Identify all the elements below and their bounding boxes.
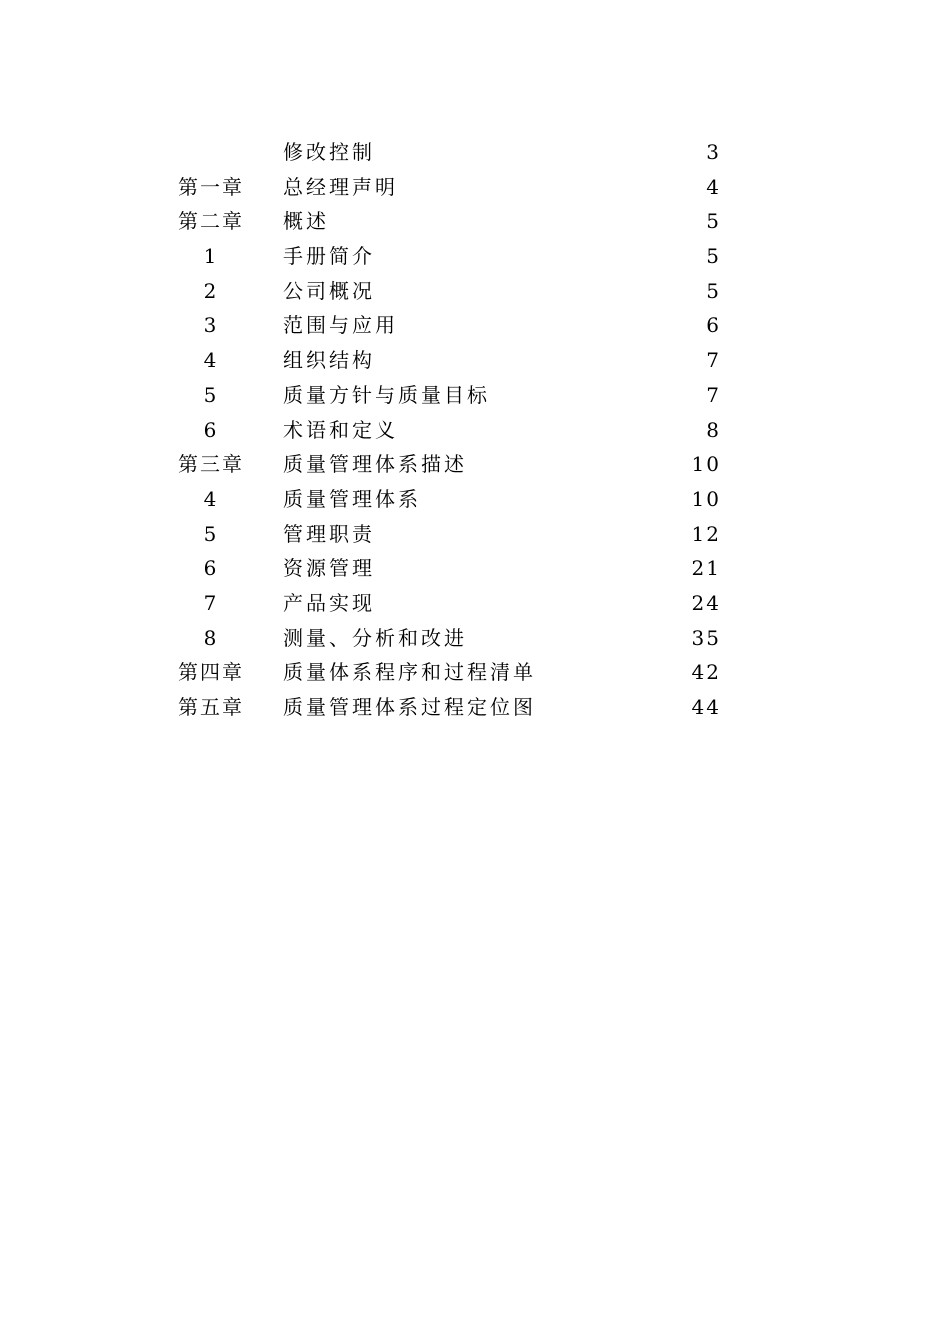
toc-chapter-label: 第五章 (178, 695, 244, 719)
toc-entry[interactable] (0, 621, 950, 656)
toc-section-number: 4 (203, 348, 219, 373)
toc-entry[interactable] (0, 517, 950, 552)
toc-page-number: 7 (706, 348, 721, 373)
toc-entry[interactable] (0, 343, 950, 378)
toc-page-number: 4 (706, 174, 721, 199)
toc-section-number: 5 (203, 521, 219, 546)
toc-entry-title: 手册简介 (283, 244, 375, 269)
toc-entry[interactable] (0, 551, 950, 586)
toc-entry-title: 质量管理体系 (283, 486, 421, 511)
toc-section-number: 5 (203, 382, 219, 407)
toc-entry[interactable] (0, 413, 950, 448)
toc-section-number: 2 (203, 278, 219, 303)
toc-page-number: 10 (691, 452, 721, 477)
toc-entry[interactable] (0, 170, 950, 205)
toc-page-number: 12 (691, 521, 721, 546)
toc-page-number: 8 (706, 417, 721, 442)
toc-entry[interactable] (0, 239, 950, 274)
toc-entry-title: 资源管理 (283, 556, 375, 581)
toc-entry-title: 组织结构 (283, 348, 375, 373)
toc-entry[interactable] (0, 690, 950, 725)
toc-page-number: 21 (691, 556, 721, 581)
toc-page-number: 44 (691, 695, 721, 719)
toc-chapter-label: 第二章 (178, 209, 244, 234)
toc-page-number: 42 (691, 660, 721, 685)
toc-entry[interactable] (0, 447, 950, 482)
toc-entry[interactable] (0, 204, 950, 239)
toc-entry-title: 质量方针与质量目标 (283, 382, 490, 407)
toc-entry-title: 总经理声明 (283, 174, 398, 199)
toc-entry[interactable] (0, 308, 950, 343)
toc-chapter-label: 第一章 (178, 174, 244, 199)
toc-page-number: 6 (706, 313, 721, 338)
toc-page-number: 5 (706, 209, 721, 234)
toc-entry-title: 质量体系程序和过程清单 (283, 660, 536, 685)
toc-entry[interactable] (0, 378, 950, 413)
toc-section-number: 3 (203, 313, 219, 338)
toc-section-number: 8 (203, 625, 219, 650)
toc-page-number: 35 (691, 625, 721, 650)
toc-entry-title: 概述 (283, 209, 329, 234)
toc-page-number: 7 (706, 382, 721, 407)
toc-entry-title: 质量管理体系描述 (283, 452, 467, 477)
table-of-contents (0, 135, 950, 725)
toc-chapter-label: 第三章 (178, 452, 244, 477)
toc-entry-title: 修改控制 (283, 140, 375, 164)
toc-page-number: 24 (691, 590, 721, 615)
toc-entry[interactable] (0, 274, 950, 309)
toc-section-number: 7 (203, 590, 219, 615)
toc-section-number: 6 (203, 556, 219, 581)
toc-entry[interactable] (0, 586, 950, 621)
toc-entry-title: 术语和定义 (283, 417, 398, 442)
toc-chapter-label: 第四章 (178, 660, 244, 685)
toc-section-number: 4 (203, 486, 219, 511)
toc-page-number: 5 (706, 244, 721, 269)
toc-section-number: 1 (203, 244, 219, 269)
toc-entry-title: 产品实现 (283, 590, 375, 615)
toc-page-number: 3 (706, 140, 721, 164)
toc-entry[interactable] (0, 135, 950, 170)
toc-entry-title: 测量、分析和改进 (283, 625, 467, 650)
toc-entry-title: 范围与应用 (283, 313, 398, 338)
toc-entry-title: 公司概况 (283, 278, 375, 303)
toc-entry[interactable] (0, 655, 950, 690)
toc-entry-title: 管理职责 (283, 521, 375, 546)
toc-entry-title: 质量管理体系过程定位图 (283, 695, 536, 719)
toc-section-number: 6 (203, 417, 219, 442)
toc-entry[interactable] (0, 482, 950, 517)
toc-page-number: 10 (691, 486, 721, 511)
toc-page-number: 5 (706, 278, 721, 303)
